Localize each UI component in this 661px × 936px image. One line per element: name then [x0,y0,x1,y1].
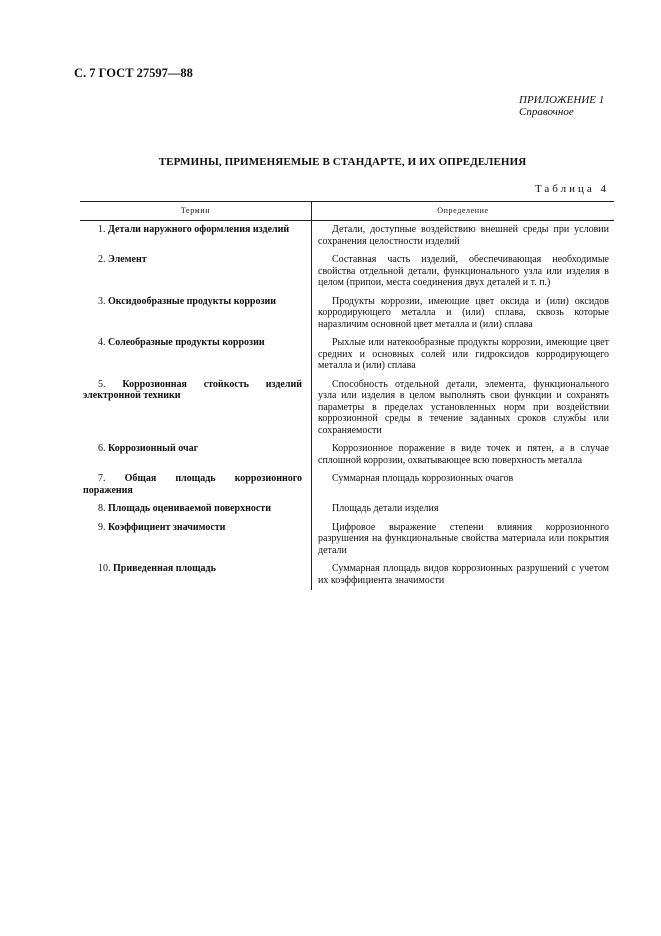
table-row [80,500,614,519]
table-row [80,519,614,561]
terms-table [80,201,614,590]
definition-cell: Рыхлые или натекообразные продукты коррозии, имеющие цвет средних и основных солей или гидроксидов корродирующего металла и (или) сплава [318,337,609,371]
term-number: 8. [98,503,106,514]
term-number: 4. [98,337,106,348]
table-row [80,560,614,590]
definition-cell: Продукты коррозии, имеющие цвет оксида и (или) оксидов корродирующего металла и (или) сплава, сквозь которые наразличим основной цвет металла и (или) сплава [318,295,609,330]
definition-cell: Детали, доступные воздействию внешней среды при условии сохранения целостности изделий [318,224,609,247]
term-cell [80,221,312,252]
term-text: Солеобразные продукты коррозии [108,337,265,348]
appendix-subtitle: Справочное [519,106,574,118]
term-cell [80,440,312,470]
definition-cell: Суммарная площадь видов коррозионных разрушений с учетом их коэффициента значимости [318,563,609,586]
definition-cell: Способность отдельной детали, элемента, функционального узла или изделия в целом выполнять свои функции и сохранять параметры в пределах установленных норм при воздействии коррозионной среды в течение заданных сроков службы или сохраняемости [318,378,609,436]
term-cell [80,500,312,519]
table-row [80,293,614,335]
definition-cell: Площадь детали изделия [332,503,439,514]
term-cell [80,519,312,561]
definition-cell: Цифровое выражение степени влияния коррозионного разрушения на функциональные свойства материала или покрытия детали [318,521,609,556]
table-row [80,334,614,376]
term-number: 10. [98,563,111,574]
term-text: Коррозионный очаг [108,443,199,454]
table-row [80,221,614,252]
term-text: Элемент [108,254,147,265]
table-label: Таблица 4 [534,183,609,195]
table-row [80,376,614,441]
term-text: Коэффициент значимости [108,521,226,533]
term-text: Приведенная площадь [113,563,216,574]
term-cell [80,293,312,335]
appendix-title: ПРИЛОЖЕНИЕ 1 [519,94,605,106]
appendix-block [519,94,604,118]
term-cell [80,376,312,441]
page-header: С. 7 ГОСТ 27597—88 [74,66,193,80]
term-number: 1. [98,224,106,235]
table-row [80,470,614,500]
term-number: 5. [98,378,106,390]
term-text: Площадь оцениваемой поверхности [108,503,271,514]
term-cell [80,334,312,376]
table-row [80,251,614,293]
document-title: ТЕРМИНЫ, ПРИМЕНЯЕМЫЕ В СТАНДАРТЕ, И ИХ ОПРЕДЕЛЕНИЯ [158,156,527,168]
term-number: 2. [98,254,106,265]
column-header-definition: Определение [312,202,615,221]
term-text: Оксидообразные продукты коррозии [108,295,277,307]
column-header-term: Термин [80,202,312,221]
term-text: Общая площадь коррозионного поражения [83,473,303,496]
term-cell [80,470,312,500]
table-row [80,440,614,470]
definition-cell: Составная часть изделий, обеспечивающая необходимые свойства отдельной детали, функционального узла или изделия в целом (припои, места соединения двух деталей и т. п.) [318,254,609,288]
term-number: 6. [98,443,106,454]
definition-cell: Суммарная площадь коррозионных очагов [332,473,514,484]
term-number: 7. [98,473,106,484]
term-text: Детали наружного оформления изделий [108,224,290,235]
term-text: Коррозионная стойкость изделий электронной техники [83,378,302,401]
table-header-row [80,202,614,221]
definition-cell: Коррозионное поражение в виде точек и пятен, а в случае сплошной коррозии, охватывающее всю поверхность металла [318,443,609,466]
term-cell [80,251,312,293]
term-number: 3. [98,295,106,307]
term-cell [80,560,312,590]
term-number: 9. [98,521,106,533]
